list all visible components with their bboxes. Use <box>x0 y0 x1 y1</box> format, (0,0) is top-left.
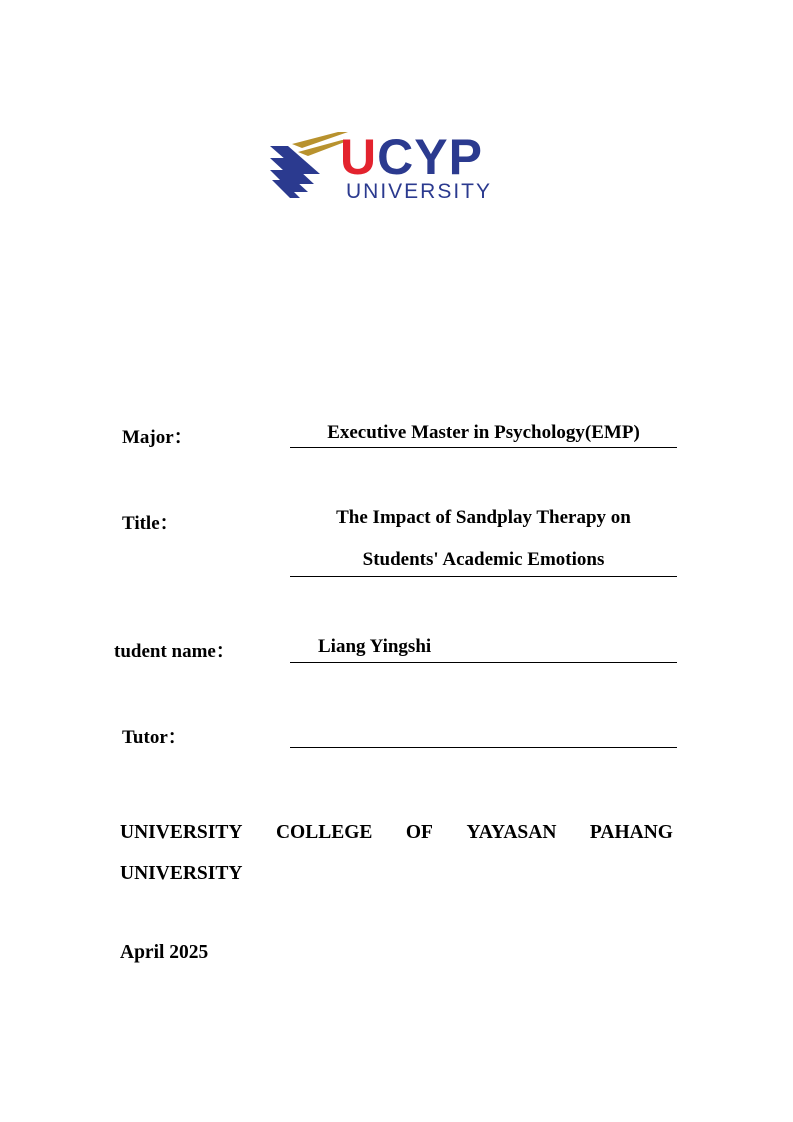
institution-word: PAHANG <box>589 822 673 843</box>
institution-line-1 <box>120 812 673 853</box>
major-label: Major： <box>122 427 193 448</box>
logo-subtitle: UNIVERSITY <box>346 180 493 202</box>
student-name-value: Liang Yingshi <box>318 636 432 657</box>
institution-word: YAYASAN <box>466 822 557 843</box>
university-logo <box>268 130 524 202</box>
tutor-label: Tutor： <box>122 727 187 748</box>
institution-word: OF <box>405 822 433 843</box>
institution-word: UNIVERSITY <box>120 822 243 843</box>
tutor-underline <box>290 747 677 748</box>
ucyp-logo-icon <box>268 130 524 202</box>
title-underline <box>290 576 677 577</box>
major-underline <box>290 447 677 448</box>
logo-letter-u: U <box>340 130 378 185</box>
svg-text:UCYP: UCYP <box>340 130 483 185</box>
title-value-line1: The Impact of Sandplay Therapy on <box>336 507 631 528</box>
institution-line-2: UNIVERSITY <box>120 863 243 884</box>
institution-word: COLLEGE <box>275 822 373 843</box>
submission-date: April 2025 <box>120 942 209 963</box>
student-name-label: tudent name： <box>114 641 235 662</box>
institution-name <box>120 812 673 894</box>
title-value-line2: Students' Academic Emotions <box>362 549 605 570</box>
student-name-underline <box>290 662 677 663</box>
major-value: Executive Master in Psychology(EMP) <box>327 422 640 443</box>
title-label: Title： <box>122 513 179 534</box>
